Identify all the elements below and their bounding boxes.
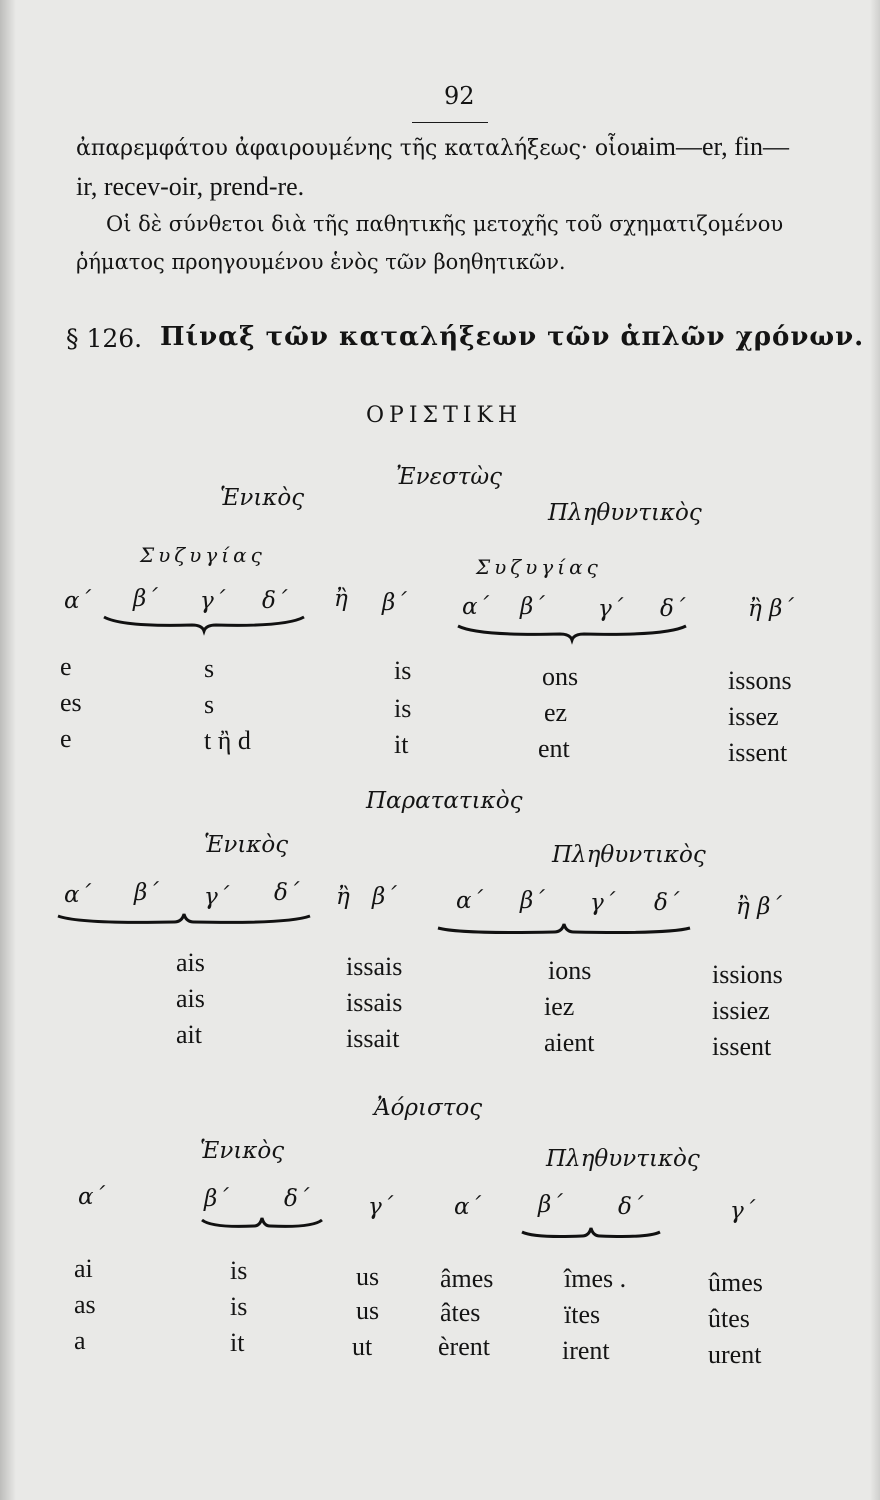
imperfect-pl-header-3: γ΄ <box>590 890 616 916</box>
imperfect-row-2-col-2: issais <box>346 988 403 1017</box>
aorist-pl-header-2: β΄ <box>538 1192 563 1218</box>
aorist-tense-heading: Ἀόριστος <box>374 1095 483 1121</box>
imperfect-sg-header-or: ἢ <box>336 884 350 910</box>
page-gutter-shadow <box>0 0 16 1500</box>
aorist-row-2-col-4: âtes <box>440 1298 481 1327</box>
aorist-row-2-col-6: ûtes <box>708 1304 750 1333</box>
present-pl-header-or: ἢ β΄ <box>748 596 794 622</box>
present-conjugation-pl-label: Συζυγίας <box>476 555 602 579</box>
imperfect-row-1-col-1: ais <box>176 948 205 977</box>
paragraph-line-1-greek: ἀπαρεμφάτου ἀφαιρουμένης τῆς καταλήξεως· οἷον <box>76 136 644 161</box>
imperfect-sg-header-2: β΄ <box>134 880 159 906</box>
present-pl-header-4: δ΄ <box>660 596 686 622</box>
imperfect-sg-header-alt: β΄ <box>372 884 397 910</box>
paragraph-line-1-french: aim—er, fin— <box>637 132 790 161</box>
aorist-pl-header-1: α΄ <box>454 1194 482 1220</box>
present-row-1-col-5: issons <box>728 666 792 695</box>
present-row-2-col-2: s <box>204 690 215 719</box>
imperfect-pl-header-4: δ΄ <box>654 890 680 916</box>
aorist-row-2-col-2: is <box>230 1292 248 1321</box>
present-row-2-col-3: is <box>394 694 412 723</box>
aorist-sg-header-2: β΄ <box>204 1186 229 1212</box>
present-row-3-col-2: t ἢ d <box>204 726 251 755</box>
aorist-sg-header-1: α΄ <box>78 1184 106 1210</box>
aorist-row-3-col-4: èrent <box>438 1332 490 1361</box>
imperfect-row-3-col-2: issait <box>346 1024 400 1053</box>
aorist-row-1-col-1: ai <box>74 1254 93 1283</box>
imperfect-pl-header-2: β΄ <box>520 888 545 914</box>
present-pl-header-3: γ΄ <box>598 596 624 622</box>
aorist-row-1-col-4: âmes <box>440 1264 494 1293</box>
imperfect-singular-brace <box>56 910 312 930</box>
present-pl-header-2: β΄ <box>520 594 545 620</box>
present-row-3-col-4: ent <box>538 734 570 763</box>
present-row-3-col-1: e <box>60 724 72 753</box>
imperfect-tense-heading: Παρατατικὸς <box>366 788 523 814</box>
aorist-row-3-col-3: ut <box>352 1332 373 1361</box>
imperfect-row-1-col-3: ions <box>548 956 592 985</box>
paragraph-line-4: ῥήματος προηγουμένου ἑνὸς τῶν βοηθητικῶν. <box>76 250 566 274</box>
present-row-3-col-3: it <box>394 730 409 759</box>
present-row-1-col-1: e <box>60 652 72 681</box>
imperfect-pl-header-or: ἢ β΄ <box>736 894 782 920</box>
present-sg-header-3: γ΄ <box>200 588 226 614</box>
present-row-1-col-4: ons <box>542 662 579 691</box>
present-row-2-col-5: issez <box>728 702 779 731</box>
imperfect-row-3-col-4: issent <box>712 1032 772 1061</box>
aorist-sg-header-4: δ΄ <box>284 1186 310 1212</box>
present-row-2-col-1: es <box>60 688 82 717</box>
aorist-row-1-col-2: is <box>230 1256 248 1285</box>
aorist-plural-label: Πληθυντικὸς <box>546 1146 700 1172</box>
present-sg-header-4: δ΄ <box>262 588 288 614</box>
imperfect-row-1-col-2: issais <box>346 952 403 981</box>
aorist-pl-header-4: δ΄ <box>618 1194 644 1220</box>
aorist-row-1-col-5: îmes . <box>564 1264 627 1293</box>
imperfect-sg-header-3: γ΄ <box>204 884 230 910</box>
present-row-1-col-3: is <box>394 656 412 685</box>
aorist-row-1-col-3: us <box>356 1262 380 1291</box>
present-tense-heading: Ἐνεστὼς <box>396 464 503 490</box>
section-number: § 126. <box>66 324 143 353</box>
aorist-plural-brace <box>520 1224 662 1244</box>
present-row-2-col-4: ez <box>544 698 568 727</box>
imperfect-sg-header-1: α΄ <box>64 882 92 908</box>
aorist-row-3-col-1: a <box>74 1326 86 1355</box>
aorist-row-1-col-6: ûmes <box>708 1268 763 1297</box>
aorist-pl-header-3: γ΄ <box>730 1198 756 1224</box>
present-sg-header-alt: β΄ <box>382 590 407 616</box>
present-row-1-col-2: s <box>204 654 215 683</box>
imperfect-pl-header-1: α΄ <box>456 888 484 914</box>
aorist-row-3-col-5: irent <box>562 1336 610 1365</box>
aorist-row-3-col-6: urent <box>708 1340 762 1369</box>
present-singular-label: Ἑνικὸς <box>220 485 305 511</box>
aorist-row-3-col-2: it <box>230 1328 245 1357</box>
present-singular-brace <box>102 613 306 633</box>
present-pl-header-1: α΄ <box>462 594 490 620</box>
present-sg-header-or: ἢ <box>334 586 348 612</box>
imperfect-sg-header-4: δ΄ <box>274 880 300 906</box>
aorist-sg-header-3: γ΄ <box>368 1194 394 1220</box>
page-edge-shadow <box>870 0 880 1500</box>
aorist-row-2-col-1: as <box>74 1290 96 1319</box>
paragraph-line-2: ir, recev-oir, prend-re. <box>76 172 305 201</box>
imperfect-plural-brace <box>436 920 692 940</box>
paragraph-line-3: Οἱ δὲ σύνθετοι διὰ τῆς παθητικῆς μετοχῆς τοῦ σχηματιζομένου <box>106 212 784 236</box>
imperfect-row-3-col-1: ait <box>176 1020 202 1049</box>
imperfect-row-2-col-1: ais <box>176 984 205 1013</box>
imperfect-row-3-col-3: aient <box>544 1028 595 1057</box>
imperfect-row-1-col-4: issions <box>712 960 783 989</box>
page-number: 92 <box>444 82 475 110</box>
section-title: Πίναξ τῶν καταλήξεων τῶν ἁπλῶν χρόνων. <box>160 322 865 352</box>
imperfect-singular-label: Ἑνικὸς <box>204 832 289 858</box>
present-plural-label: Πληθυντικὸς <box>548 500 702 526</box>
aorist-singular-brace <box>200 1214 324 1234</box>
imperfect-plural-label: Πληθυντικὸς <box>552 842 706 868</box>
present-plural-brace <box>456 622 688 642</box>
present-sg-header-2: β΄ <box>133 586 158 612</box>
imperfect-row-2-col-3: iez <box>544 992 575 1021</box>
page-number-rule <box>412 122 488 123</box>
aorist-singular-label: Ἑνικὸς <box>200 1138 285 1164</box>
present-conjugation-sg-label: Συζυγίας <box>140 543 266 567</box>
aorist-row-2-col-3: us <box>356 1296 380 1325</box>
present-sg-header-1: α΄ <box>64 588 92 614</box>
present-row-3-col-5: issent <box>728 738 788 767</box>
aorist-row-2-col-5: ïtes <box>564 1300 601 1329</box>
mood-heading: ΟΡΙΣΤΙΚΗ <box>366 403 523 428</box>
imperfect-row-2-col-4: issiez <box>712 996 770 1025</box>
